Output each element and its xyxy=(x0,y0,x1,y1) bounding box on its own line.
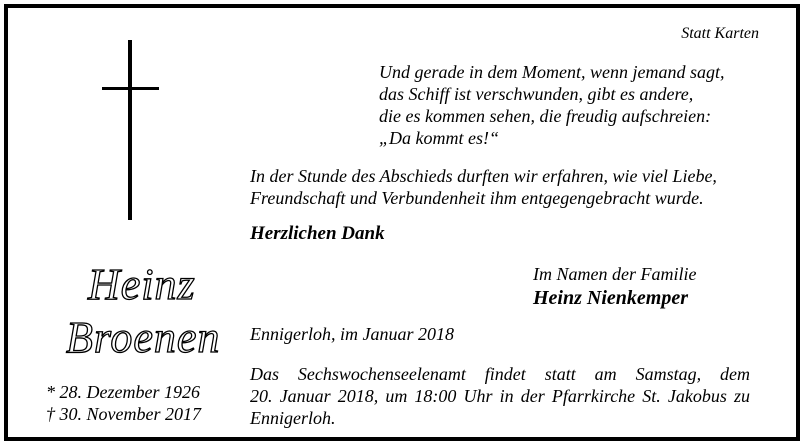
poem-line: die es kommen sehen, die freudig aufschreien: xyxy=(379,106,712,126)
statt-karten-note: Statt Karten xyxy=(681,25,759,42)
poem-line: „Da kommt es!“ xyxy=(379,128,499,148)
poem-line: das Schiff ist verschwunden, gibt es andere, xyxy=(379,84,694,104)
cross-vertical-bar xyxy=(128,40,132,220)
service-announcement xyxy=(250,363,750,429)
poem xyxy=(379,61,724,149)
place-date: Ennigerloh, im Januar 2018 xyxy=(250,324,454,344)
signatory-name: Heinz Nienkemper xyxy=(533,287,688,309)
life-dates xyxy=(46,381,201,425)
announcement-line: Das Sechswochenseelenamt findet statt am Samstag, dem xyxy=(250,364,750,384)
poem-line: Und gerade in dem Moment, wenn jemand sagt, xyxy=(379,62,725,82)
announcement-line: Ennigerloh. xyxy=(250,408,336,428)
on-behalf-label: Im Namen der Familie xyxy=(533,264,697,284)
birth-date: * 28. Dezember 1926 xyxy=(46,382,200,402)
herzlichen-dank: Herzlichen Dank xyxy=(250,223,385,244)
thanks-message-line: Freundschaft und Verbundenheit ihm entgegengebracht wurde. xyxy=(250,188,704,208)
deceased-first-name: Heinz xyxy=(88,260,196,309)
announcement-line: 20. Januar 2018, um 18:00 Uhr in der Pfarrkirche St. Jakobus zu xyxy=(250,386,750,406)
obituary-card xyxy=(4,4,800,441)
thanks-message-line: In der Stunde des Abschieds durften wir erfahren, wie viel Liebe, xyxy=(250,166,717,186)
deceased-last-name: Broenen xyxy=(66,313,221,362)
thanks-message xyxy=(250,165,717,209)
cross-horizontal-bar xyxy=(102,87,159,90)
death-date: † 30. November 2017 xyxy=(46,404,201,424)
